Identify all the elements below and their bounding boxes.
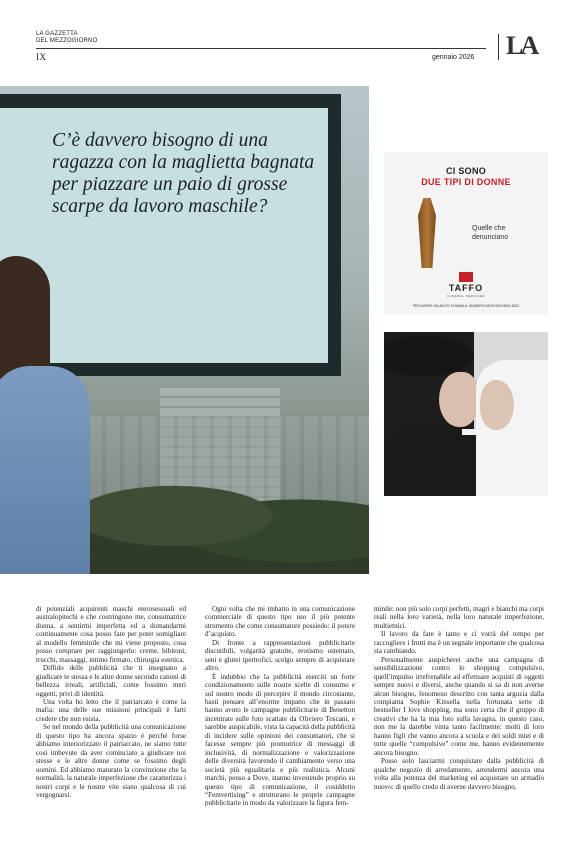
paragraph: minile: non più solo corpi perfetti, magri e bianchi ma corpi reali nella loro varietà, nella loro naturale imperfezione, multietnici. xyxy=(374,605,545,630)
paragraph: di potenziali acquirenti maschi eterosessuali ed australopitechi e che costringono me, consumatrice donna, a sentirmi imperfetta ed a domandarmi continuamente cosa posso fare per poter somigliare al modello femminile che mi viene proposto, cosa posso comprare per raggiungerlo: creme, bibitoni, trucchi, massaggi, intimo firmato, chirurgia estetica. xyxy=(36,605,186,664)
paragraph: Personalmente auspicherei anche una campagna di sensibilizzazione contro lo shopping compulsivo, quell’impulso irrefrenabile ad effettuare acquisti di oggetti sempre nuovi e diversi, anche quando si sa di non averne alcun bisogno, fenomeno descritto con tanta arguzia dalla compianta Sophie Kinsella nella fortunata serie di bestseller I love shopping, ma sono certa che il gruppo di creativi che ha la mia foto sulla lavagna, in questo caso, non me la darebbe vinta tanto facilmente: molti di loro hanno figli che vanno ancora a scuola e dei soldi miei e di tutte quelle “compulsive” come me, hanno evidentemente ancora bisogno. xyxy=(374,655,544,757)
priest-hat xyxy=(384,336,474,376)
paragraph: Se nel mondo della pubblicità una comunicazione di questo tipo ha ancora spazio è perché forse abbiamo interiorizzato il patriarcato, ne siamo tutte così imbevute da aver cominciato a giudicare noi stesse e le altre donne come se fossimo degli uomini. Ed abbiamo maturato la convinzione che la normalità, la naturale imperfezione che caratterizza i nostri corpi e le nostre vite siano qualcosa di cui vergognarsi. xyxy=(36,723,186,799)
paragraph: Di fronte a rappresentazioni pubblicitarie discutibili, volgarità gratuite, erotismo ostentato, seni e glutei ipertrofici, scelgo sempre di acquistare altro. xyxy=(205,638,355,673)
nun-face xyxy=(480,380,514,430)
masthead-line-1: LA GAZZETTA xyxy=(36,31,78,37)
header-rule xyxy=(36,48,486,49)
logo-divider xyxy=(498,34,499,60)
ad-brand-sub: FUNERAL SERVICES xyxy=(447,294,485,298)
article-column-3 xyxy=(374,605,544,791)
nun-veil xyxy=(476,360,548,496)
paragraph: Diffido delle pubblicità che ti insegnano a giudicare te stessa e le altre donne secondo canoni di bellezza irreali, artificiali, come fossimo meri oggetti, privi di identità. xyxy=(36,664,186,698)
paragraph: È indubbio che la pubblicità eserciti un forte condizionamento sulle nostre scelte di consumo e sul nostro modo di percepire il mondo circostante, basti pensare all’enorme impatto che in passato hanno avuto le campagne pubblicitarie di Benetton incentrate sulle foto scattate da Oliviero Toscani, e sarebbe auspicabile, vista la capacità della pubblicità di incidere sulle opinioni dei consumatori, che si facesse sempre più promotrice di messaggi di inclusività, di normalizzazione e valorizzazione delle diversità favorendo il cambiamento verso una società più egualitaria e più realistica. Alcuni marchi, penso a Dove, stanno investendo proprio su questo tipo di comunicazione, il cosiddetto “Femvertising” e strutturano le proprie campagne pubblicitarie in modo da valorizzare la figura fem- xyxy=(205,672,355,808)
coffin-icon xyxy=(418,198,436,268)
paragraph: Posso solo lasciarmi conquistare dalla pubblicità di qualche negozio di arredamento, arrendermi ancora una volta alla potenza del marketing ed acquistare un armadio nuovo: di quello credo di averne davvero bisogno. xyxy=(374,757,544,791)
clerical-collar xyxy=(462,429,476,435)
billboard-headline: C’è davvero bisogno di una ragazza con la maglietta bagnata per piazzare un paio di grosse scarpe da lavoro maschile? xyxy=(52,130,315,217)
denim-jacket xyxy=(0,366,90,574)
article-column-2 xyxy=(205,605,355,808)
taffo-logo-icon xyxy=(459,272,473,282)
paragraph: Il lavoro da fare è tanto e ci vorrà del tempo per raccogliere i frutti ma è un segnale importante che qualcosa sta cambiando. xyxy=(374,630,544,656)
page-number: IX xyxy=(36,52,47,62)
magazine-logo: LA xyxy=(506,31,537,60)
taffo-ad xyxy=(384,152,548,315)
ad-footer: PER AVERE UN AIUTO CHIAMA IL NUMERO ANTIVIOLENZA 1522 xyxy=(412,304,520,308)
paragraph: Una volta ho letto che il patriarcato è come la mafia: una delle sue missioni principali è farti credere che non esista. xyxy=(36,697,186,723)
woman-figure xyxy=(0,256,100,574)
background-trees xyxy=(90,476,369,574)
issue-date: gennaio 2026 xyxy=(432,54,475,61)
ad-title-line-1: CI SONO xyxy=(445,166,487,176)
ad-brand: TAFFO xyxy=(448,283,484,293)
ad-subtitle: Quelle che denunciano xyxy=(472,225,509,241)
masthead xyxy=(36,31,97,45)
masthead-line-2: DEL MEZZOGIORNO xyxy=(36,38,98,44)
ad-title-line-2: DUE TIPI DI DONNE xyxy=(421,177,511,187)
paragraph: Ogni volta che mi imbatto in una comunicazione commerciale di questo tipo uso il più potente strumento che come consumatore possiedo: il potere d’acquisto. xyxy=(205,605,355,639)
article-column-1 xyxy=(36,605,186,799)
priest-nun-photo xyxy=(384,332,548,496)
priest-face xyxy=(439,372,479,427)
